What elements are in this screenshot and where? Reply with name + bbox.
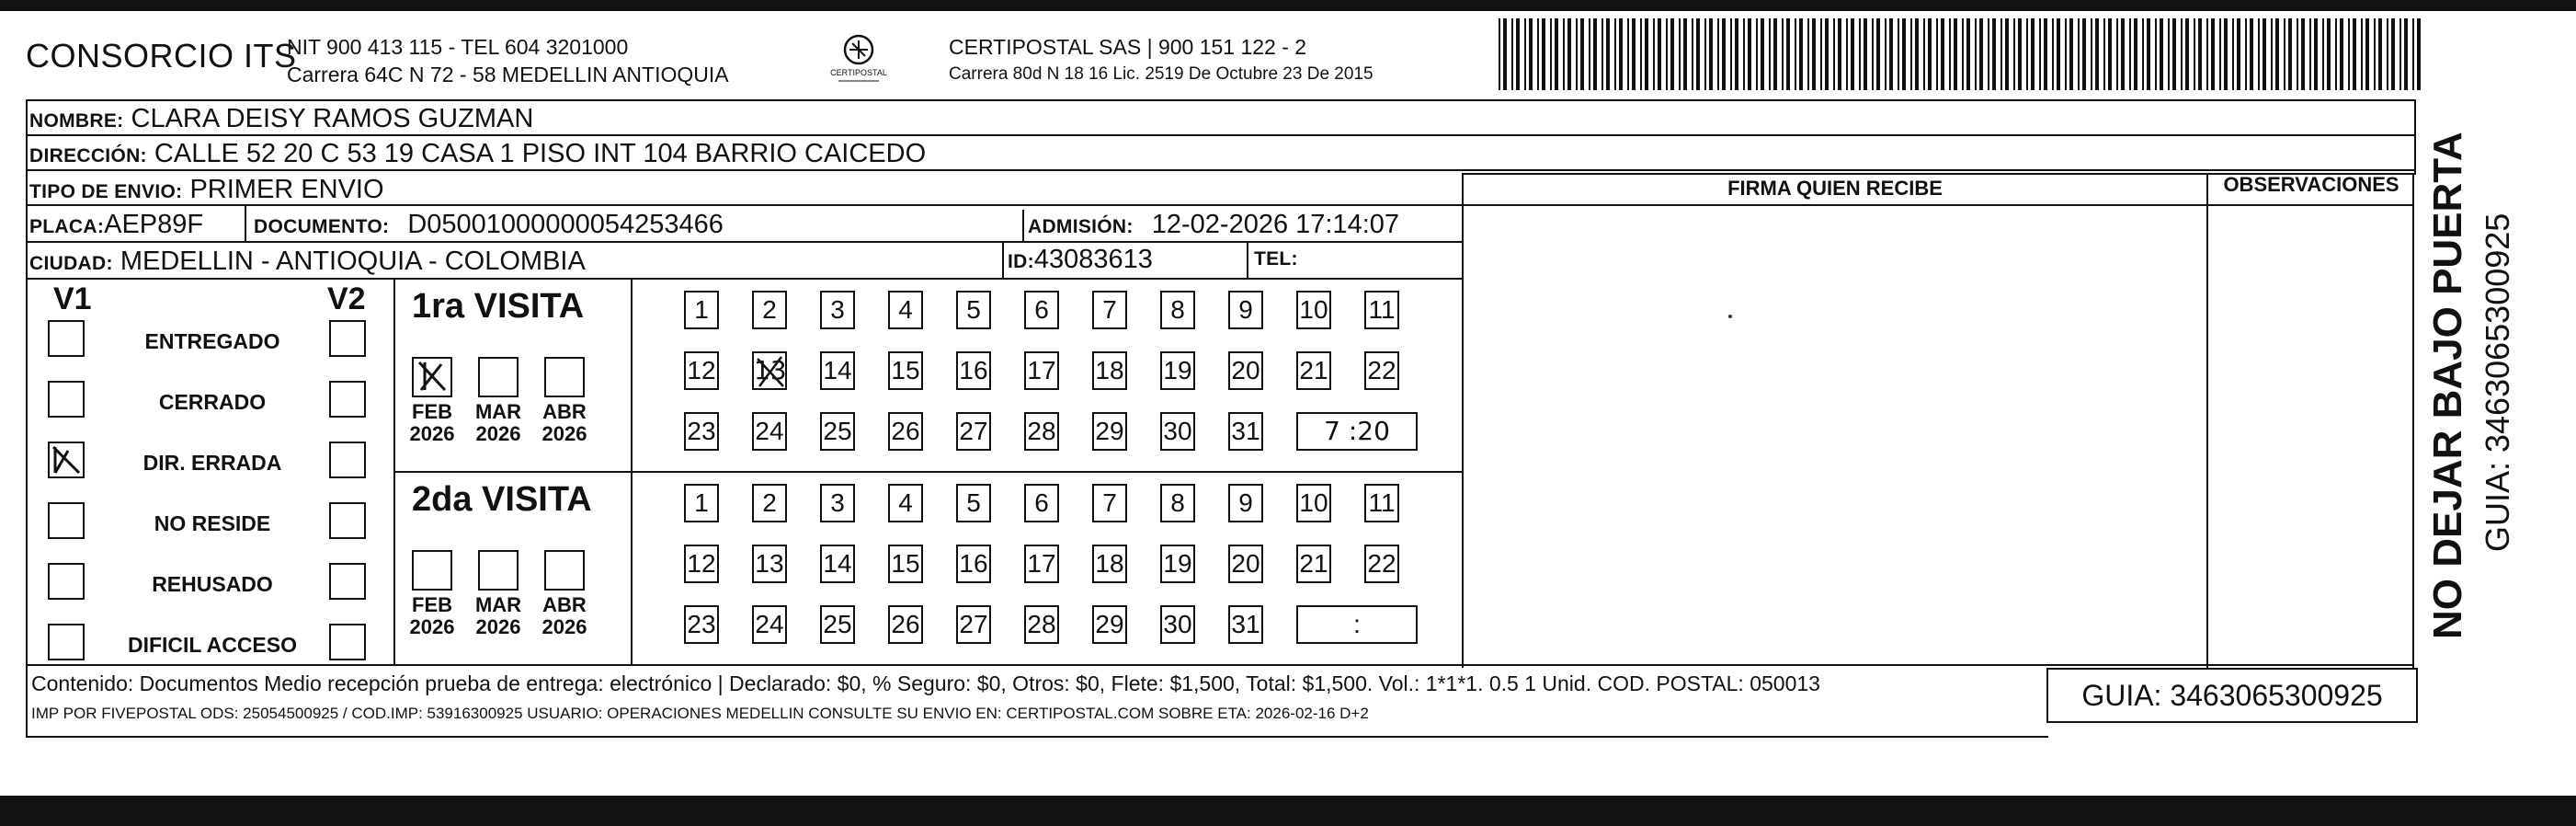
day-box[interactable]: 7 xyxy=(1092,484,1127,522)
admision-divider xyxy=(1022,210,1024,243)
status-option-label: ENTREGADO xyxy=(144,329,280,353)
month-year: 2026 xyxy=(541,422,587,445)
day-box[interactable]: 20 xyxy=(1228,351,1263,390)
courier-nit: CERTIPOSTAL SAS | 900 151 122 - 2 xyxy=(949,35,1307,59)
firma-label: FIRMA QUIEN RECIBE xyxy=(1727,177,1943,200)
month-label xyxy=(402,594,462,638)
day-box[interactable]: 22 xyxy=(1364,351,1399,390)
day-box[interactable]: 28 xyxy=(1024,605,1059,644)
day-box[interactable]: 21 xyxy=(1296,545,1331,583)
day-box[interactable]: 2 xyxy=(752,484,787,522)
barcode xyxy=(1499,18,2427,90)
tipo-value: PRIMER ENVIO xyxy=(189,175,384,204)
card-right-line-2 xyxy=(2414,136,2416,175)
footer-imp: IMP POR FIVEPOSTAL ODS: 25054500925 / COD.IMP: 53916300925 USUARIO: OPERACIONES MEDELLIN CONSULTE SU ENVIO EN: CERTIPOSTAL.COM SOBRE ETA: 2026-02-16 D+2 xyxy=(31,705,1369,722)
day-box[interactable]: 15 xyxy=(888,545,923,583)
courier-info xyxy=(949,33,1373,88)
day-box[interactable]: 19 xyxy=(1160,351,1195,390)
direccion-label: DIRECCIÓN: xyxy=(29,145,147,166)
v1-checkbox[interactable] xyxy=(48,502,85,539)
v1-checkbox[interactable] xyxy=(48,563,85,600)
documento-label: DOCUMENTO: xyxy=(254,216,390,237)
signature-dot xyxy=(1728,315,1732,318)
day-box[interactable]: 25 xyxy=(820,605,855,644)
ciudad-value: MEDELLIN - ANTIOQUIA - COLOMBIA xyxy=(120,247,586,276)
firma-header-line xyxy=(1462,204,2414,206)
day-box[interactable]: 1 xyxy=(684,291,719,329)
day-box[interactable]: 8 xyxy=(1160,484,1195,522)
ciudad-label: CIUDAD: xyxy=(29,253,113,274)
day-box[interactable]: 28 xyxy=(1024,412,1059,451)
day-box[interactable]: 26 xyxy=(888,412,923,451)
month-name: FEB xyxy=(412,593,452,616)
company-info xyxy=(287,33,729,88)
day-box[interactable]: 31 xyxy=(1228,605,1263,644)
guia-box: GUIA: 3463065300925 xyxy=(2046,668,2418,723)
bottom-border xyxy=(0,796,2576,826)
v2-checkbox[interactable] xyxy=(329,624,366,660)
observaciones-label: OBSERVACIONES xyxy=(2223,173,2399,196)
day-box[interactable]: 5 xyxy=(956,484,991,522)
id-label: ID: xyxy=(1008,251,1034,272)
day-box[interactable]: 13 xyxy=(752,545,787,583)
month-label xyxy=(534,401,595,445)
day-box[interactable]: 30 xyxy=(1160,412,1195,451)
courier-logo xyxy=(827,31,890,86)
day-box[interactable]: 22 xyxy=(1364,545,1399,583)
day-box[interactable]: 23 xyxy=(684,605,719,644)
month-name: MAR xyxy=(474,400,522,423)
second-visit-title: 2da VISITA xyxy=(412,480,592,519)
footer-top-line xyxy=(26,664,2414,666)
side-guia: GUIA: 3463065300925 xyxy=(2479,212,2516,552)
day-box[interactable]: 10 xyxy=(1296,484,1331,522)
day-box[interactable]: 29 xyxy=(1092,605,1127,644)
tel-label: TEL: xyxy=(1254,248,1298,270)
courier-license: Carrera 80d N 18 16 Lic. 2519 De Octubre 23 De 2015 xyxy=(949,64,1373,84)
svg-text:CERTIPOSTAL: CERTIPOSTAL xyxy=(830,68,887,77)
v2-checkbox[interactable] xyxy=(329,563,366,600)
month-year: 2026 xyxy=(541,615,587,638)
day-box[interactable]: 16 xyxy=(956,351,991,390)
day-box[interactable]: 29 xyxy=(1092,412,1127,451)
day-box[interactable]: 27 xyxy=(956,605,991,644)
month-checkbox[interactable] xyxy=(544,357,585,397)
day-box[interactable]: 1 xyxy=(684,484,719,522)
v2-checkbox[interactable] xyxy=(329,381,366,418)
status-option-label: CERRADO xyxy=(158,390,267,414)
month-year: 2026 xyxy=(409,422,455,445)
day-box[interactable]: 26 xyxy=(888,605,923,644)
day-box[interactable]: 14 xyxy=(820,545,855,583)
day-box[interactable]: 18 xyxy=(1092,351,1127,390)
day-box[interactable]: 13 xyxy=(752,351,787,390)
month-checkbox[interactable] xyxy=(544,550,585,591)
day-box[interactable]: 27 xyxy=(956,412,991,451)
status-option-label: REHUSADO xyxy=(152,572,273,596)
month-label xyxy=(468,594,529,638)
month-name: ABR xyxy=(542,400,587,423)
day-box[interactable]: 6 xyxy=(1024,484,1059,522)
day-box[interactable]: 21 xyxy=(1296,351,1331,390)
month-checkbox[interactable] xyxy=(412,357,452,397)
day-box[interactable]: 25 xyxy=(820,412,855,451)
direccion-row xyxy=(26,136,2414,171)
v2-checkbox[interactable] xyxy=(329,320,366,357)
observaciones-right-line xyxy=(2412,173,2414,668)
visit-separator xyxy=(393,471,1462,473)
footer-contenido: Contenido: Documentos Medio recepción prueba de entrega: electrónico | Declarado: $0, % Seguro: $0, Otros: $0, Flete: $1,500, Total: $1,500. Vol.: 1*1*1. 0.5 1 Unid. COD. POSTAL: 050013 xyxy=(31,671,1820,695)
top-border xyxy=(0,0,2576,11)
month-name: ABR xyxy=(542,593,587,616)
v2-checkbox[interactable] xyxy=(329,442,366,478)
day-box[interactable]: 19 xyxy=(1160,545,1195,583)
documento-cell xyxy=(254,210,724,240)
day-box[interactable]: 17 xyxy=(1024,545,1059,583)
month-checkbox[interactable] xyxy=(412,550,452,591)
day-box[interactable]: 23 xyxy=(684,412,719,451)
status-option-label: NO RESIDE xyxy=(154,511,271,535)
first-visit-title: 1ra VISITA xyxy=(412,287,585,326)
direccion-value: CALLE 52 20 C 53 19 CASA 1 PISO INT 104 BARRIO CAICEDO xyxy=(154,139,927,168)
day-box[interactable]: 12 xyxy=(684,545,719,583)
month-year: 2026 xyxy=(409,615,455,638)
day-box[interactable]: 2 xyxy=(752,291,787,329)
day-box[interactable]: 14 xyxy=(820,351,855,390)
day-box[interactable]: 11 xyxy=(1364,291,1399,329)
month-label xyxy=(468,401,529,445)
month-checkbox[interactable] xyxy=(478,357,519,397)
day-box[interactable]: 9 xyxy=(1228,291,1263,329)
observaciones-left-line xyxy=(2206,173,2208,668)
day-box[interactable]: 4 xyxy=(888,291,923,329)
company-address: Carrera 64C N 72 - 58 MEDELLIN ANTIOQUIA xyxy=(287,63,729,86)
v1-checkbox[interactable] xyxy=(48,381,85,418)
tipo-row xyxy=(26,173,1464,206)
id-divider xyxy=(1002,243,1004,280)
v2-label: V2 xyxy=(327,281,366,316)
nombre-value: CLARA DEISY RAMOS GUZMAN xyxy=(131,104,534,133)
documento-value: D05001000000054253466 xyxy=(407,210,724,239)
month-checkbox[interactable] xyxy=(478,550,519,591)
month-label xyxy=(402,401,462,445)
day-box[interactable]: 3 xyxy=(820,484,855,522)
v1-checkbox[interactable] xyxy=(48,442,85,478)
id-cell xyxy=(1008,245,1153,275)
day-box[interactable]: 8 xyxy=(1160,291,1195,329)
day-box[interactable]: 4 xyxy=(888,484,923,522)
tel-cell xyxy=(1254,248,1298,270)
month-name: FEB xyxy=(412,400,452,423)
v2-checkbox[interactable] xyxy=(329,502,366,539)
day-box[interactable]: 10 xyxy=(1296,291,1331,329)
id-value: 43083613 xyxy=(1033,245,1153,274)
day-box[interactable]: 20 xyxy=(1228,545,1263,583)
admision-value: 12-02-2026 17:14:07 xyxy=(1151,210,1400,239)
day-box[interactable]: 24 xyxy=(752,605,787,644)
admision-label: ADMISIÓN: xyxy=(1028,216,1134,237)
day-box[interactable]: 31 xyxy=(1228,412,1263,451)
day-box[interactable]: 7 xyxy=(1092,291,1127,329)
day-box[interactable]: 18 xyxy=(1092,545,1127,583)
tel-divider xyxy=(1247,243,1248,280)
day-box[interactable]: 3 xyxy=(820,291,855,329)
nombre-row xyxy=(26,101,2414,136)
time-box[interactable]: 7 :20 xyxy=(1296,412,1418,451)
footer-bottom-line xyxy=(26,736,2048,738)
placa-divider xyxy=(245,206,246,243)
status-option-label: DIFICIL ACCESO xyxy=(127,633,297,657)
side-warning: NO DEJAR BAJO PUERTA xyxy=(2425,132,2470,639)
v1-label: V1 xyxy=(53,281,92,316)
month-year: 2026 xyxy=(475,422,521,445)
day-box[interactable]: 17 xyxy=(1024,351,1059,390)
v1-checkbox[interactable] xyxy=(48,320,85,357)
company-name: CONSORCIO ITS xyxy=(26,37,297,75)
tipo-label: TIPO DE ENVIO: xyxy=(29,181,183,202)
month-year: 2026 xyxy=(475,615,521,638)
company-nit: NIT 900 413 115 - TEL 604 3201000 xyxy=(287,35,629,59)
day-box[interactable]: 9 xyxy=(1228,484,1263,522)
day-box[interactable]: 30 xyxy=(1160,605,1195,644)
day-box[interactable]: 15 xyxy=(888,351,923,390)
day-box[interactable]: 24 xyxy=(752,412,787,451)
time-box[interactable]: : xyxy=(1296,605,1418,644)
placa-value: AEP89F xyxy=(104,210,204,239)
v1-checkbox[interactable] xyxy=(48,624,85,660)
admision-cell xyxy=(1028,210,1399,240)
footer-left-line xyxy=(26,664,28,738)
day-box[interactable]: 11 xyxy=(1364,484,1399,522)
month-label xyxy=(534,594,595,638)
nombre-label: NOMBRE: xyxy=(29,110,124,132)
placa-label: PLACA: xyxy=(29,216,105,237)
status-option-label: DIR. ERRADA xyxy=(142,451,282,475)
day-box[interactable]: 16 xyxy=(956,545,991,583)
day-box[interactable]: 12 xyxy=(684,351,719,390)
month-name: MAR xyxy=(474,593,522,616)
day-box[interactable]: 6 xyxy=(1024,291,1059,329)
day-box[interactable]: 5 xyxy=(956,291,991,329)
